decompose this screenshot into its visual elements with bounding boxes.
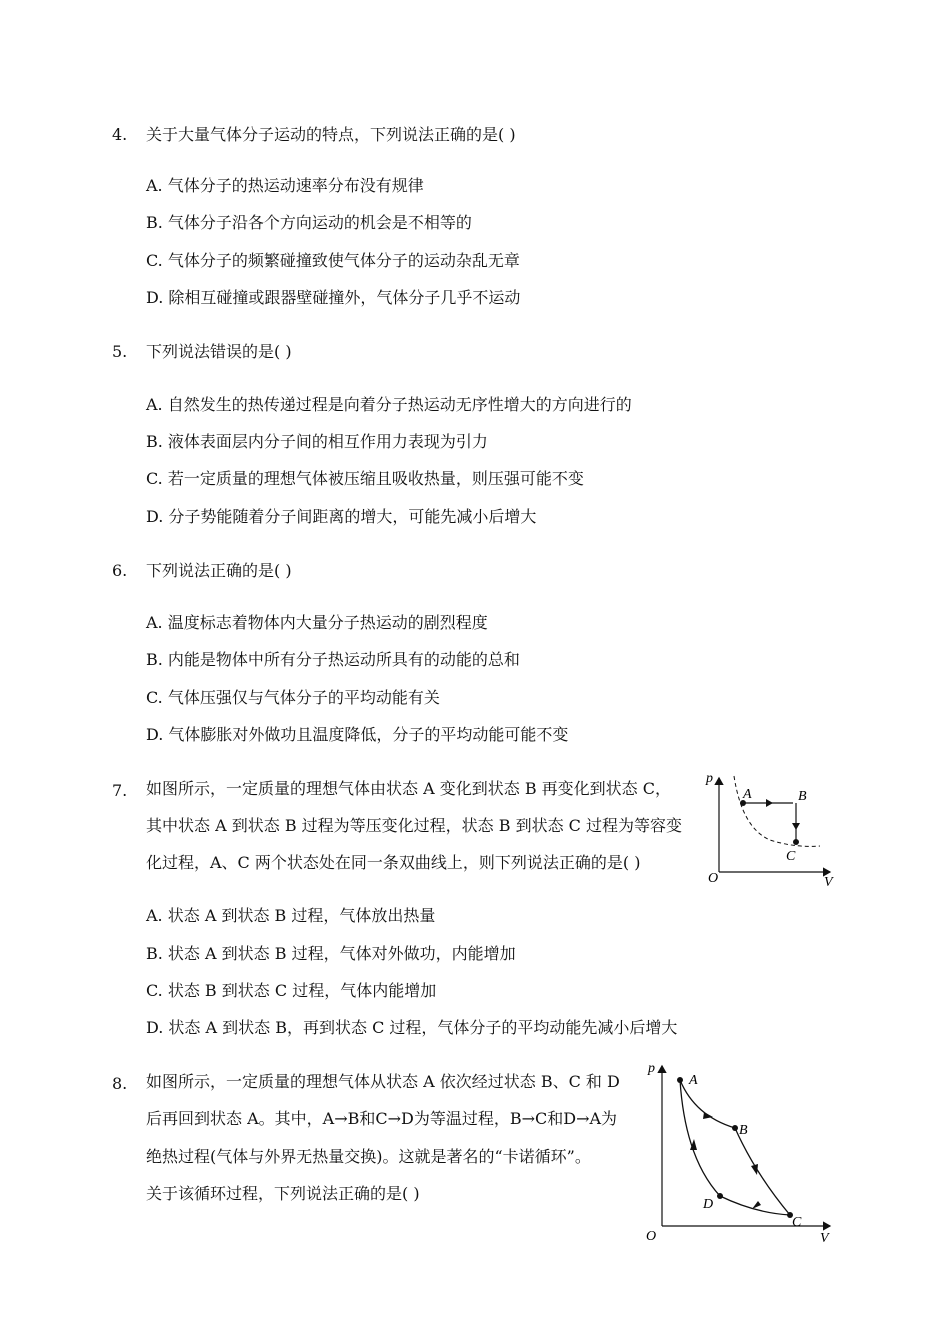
option-c[interactable]: C. 状态 B 到状态 C 过程，气体内能增加 [146, 981, 437, 1000]
question-number: 5. [112, 342, 128, 361]
label-b: B [739, 1123, 748, 1138]
pv-diagram-q8 [640, 1058, 840, 1248]
option-b[interactable]: B. 气体分子沿各个方向运动的机会是不相等的 [146, 213, 472, 232]
axis-label-v: V [824, 875, 833, 888]
label-c: C [792, 1215, 802, 1230]
point-a [677, 1077, 683, 1083]
option-b[interactable]: B. 液体表面层内分子间的相互作用力表现为引力 [146, 432, 488, 451]
label-a: A [743, 787, 752, 802]
arrow-icon [766, 799, 773, 807]
question-stem-line: 关于该循环过程，下列说法正确的是( ) [146, 1184, 420, 1203]
question-stem-line: 如图所示，一定质量的理想气体由状态 A 变化到状态 B 再变化到状态 C， [146, 779, 671, 798]
label-d: D [703, 1197, 714, 1212]
question-stem-line: 后再回到状态 A。其中，A→B和C→D为等温过程，B→C和D→A为 [146, 1109, 618, 1128]
option-d[interactable]: D. 状态 A 到状态 B，再到状态 C 过程，气体分子的平均动能先减小后增大 [146, 1018, 678, 1037]
question-stem: 下列说法正确的是( ) [146, 561, 292, 580]
question-stem-line: 其中状态 A 到状态 B 过程为等压变化过程，状态 B 到状态 C 过程为等容变 [146, 816, 683, 835]
option-d[interactable]: D. 除相互碰撞或跟器壁碰撞外，气体分子几乎不运动 [146, 288, 521, 307]
option-a[interactable]: A. 气体分子的热运动速率分布没有规律 [146, 176, 424, 195]
question-number: 6. [112, 561, 128, 580]
arrow-icon [751, 1164, 758, 1175]
point-d [717, 1193, 723, 1199]
arrow-icon [752, 1201, 761, 1209]
option-b[interactable]: B. 内能是物体中所有分子热运动所具有的动能的总和 [146, 650, 520, 669]
axis-label-p: p [648, 1061, 655, 1076]
origin-label: O [708, 871, 719, 886]
option-a[interactable]: A. 状态 A 到状态 B 过程，气体放出热量 [146, 906, 436, 925]
point-c [793, 839, 799, 845]
question-number: 8. [112, 1074, 128, 1093]
question-stem-line: 化过程，A、C 两个状态处在同一条双曲线上，则下列说法正确的是( ) [146, 853, 641, 872]
arrow-icon [792, 823, 800, 830]
question-stem-line: 如图所示，一定质量的理想气体从状态 A 依次经过状态 B、C 和 D [146, 1072, 620, 1091]
origin-label: O [646, 1229, 657, 1244]
option-d[interactable]: D. 分子势能随着分子间距离的增大，可能先减小后增大 [146, 507, 537, 526]
option-c[interactable]: C. 气体压强仅与气体分子的平均动能有关 [146, 688, 440, 707]
curve-b-to-c [735, 1128, 790, 1215]
option-a[interactable]: A. 温度标志着物体内大量分子热运动的剧烈程度 [146, 613, 488, 632]
label-a: A [689, 1073, 698, 1088]
question-number: 7. [112, 781, 128, 800]
question-stem-line: 绝热过程(气体与外界无热量交换)。这就是著名的“卡诺循环”。 [146, 1147, 591, 1166]
option-b[interactable]: B. 状态 A 到状态 B 过程，气体对外做功，内能增加 [146, 944, 516, 963]
option-c[interactable]: C. 气体分子的频繁碰撞致使气体分子的运动杂乱无章 [146, 251, 520, 270]
question-number: 4. [112, 125, 128, 144]
question-stem: 下列说法错误的是( ) [146, 342, 292, 361]
question-stem: 关于大量气体分子运动的特点，下列说法正确的是( ) [146, 125, 516, 144]
point-b [732, 1125, 738, 1131]
label-c: C [786, 849, 796, 864]
axis-label-p: p [706, 771, 713, 786]
option-a[interactable]: A. 自然发生的热传递过程是向着分子热运动无序性增大的方向进行的 [146, 395, 632, 414]
option-d[interactable]: D. 气体膨胀对外做功且温度降低，分子的平均动能可能不变 [146, 725, 569, 744]
curve-d-to-a [680, 1080, 720, 1196]
label-b: B [798, 789, 807, 804]
axis-label-v: V [820, 1231, 829, 1246]
pv-diagram-q7 [700, 768, 840, 888]
option-c[interactable]: C. 若一定质量的理想气体被压缩且吸收热量，则压强可能不变 [146, 469, 584, 488]
